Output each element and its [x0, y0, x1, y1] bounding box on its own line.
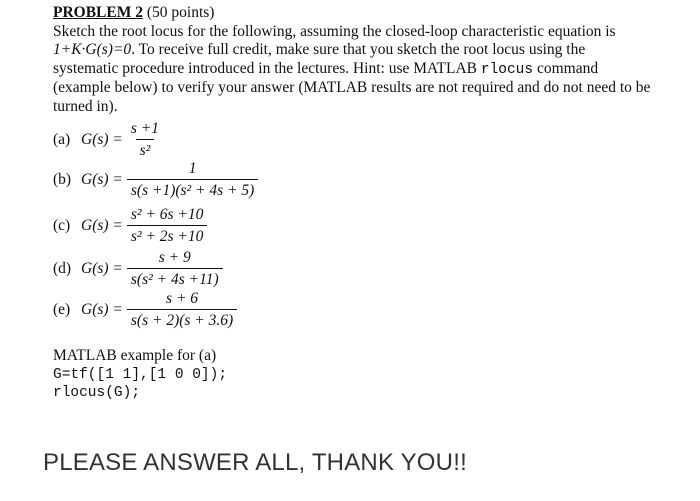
problem-statement	[53, 4, 673, 116]
statement-line-5: turned in).	[53, 97, 118, 115]
transfer-function-fraction	[127, 160, 258, 200]
part-label: (c)	[53, 217, 71, 234]
numerator: s + 9	[158, 249, 191, 266]
denominator: s² + 2s +10	[127, 225, 208, 246]
part-d	[53, 249, 223, 289]
statement-line-3	[53, 60, 673, 80]
denominator: s(s² + 4s +11)	[127, 268, 223, 289]
transfer-function-fraction	[127, 249, 223, 289]
denominator: s(s + 2)(s + 3.6)	[127, 309, 237, 330]
part-a	[53, 120, 163, 160]
footer-request: PLEASE ANSWER ALL, THANK YOU!!	[43, 449, 467, 476]
problem-points: (50 points)	[146, 4, 215, 21]
part-label: (e)	[53, 301, 71, 318]
problem-title: PROBLEM 2	[53, 4, 143, 21]
statement-line-1: Sketch the root locus for the following, assuming the closed-loop characteristic equation is	[53, 22, 616, 40]
numerator: 1	[188, 160, 197, 177]
denominator: s(s +1)(s² + 4s + 5)	[127, 179, 258, 200]
matlab-example	[53, 347, 227, 402]
transfer-function-fraction	[127, 290, 237, 330]
matlab-code-line-1: G=tf([1 1],[1 0 0]);	[53, 366, 228, 383]
transfer-function-lhs: G(s) =	[81, 217, 123, 234]
numerator: s² + 6s +10	[130, 206, 204, 223]
statement-line-2	[53, 41, 673, 60]
transfer-function-lhs: G(s) =	[81, 131, 123, 148]
transfer-function-fraction	[127, 120, 163, 160]
numerator: s + 6	[166, 290, 199, 307]
part-label: (d)	[53, 260, 72, 277]
problem-header	[53, 4, 673, 23]
statement-line-4: (example below) to verify your answer (MATLAB results are not required and do not need to be	[53, 79, 651, 96]
rlocus-command: rlocus	[480, 61, 534, 78]
denominator: s²	[136, 139, 155, 160]
numerator: s +1	[130, 120, 160, 137]
part-b	[53, 160, 258, 200]
matlab-heading: MATLAB example for (a)	[53, 347, 217, 364]
part-e	[53, 290, 237, 330]
characteristic-equation: 1+K·G(s)=0	[53, 41, 132, 58]
transfer-function-lhs: G(s) =	[81, 171, 123, 188]
transfer-function-fraction	[127, 206, 208, 246]
transfer-function-lhs: G(s) =	[81, 301, 123, 318]
part-label: (b)	[53, 171, 72, 188]
part-c	[53, 206, 207, 246]
matlab-code-line-2: rlocus(G);	[53, 384, 141, 401]
statement-line-2-text: . To receive full credit, make sure that you sketch the root locus using the	[131, 41, 586, 58]
statement-line-3-pre: systematic procedure introduced in the lectures. Hint: use MATLAB	[53, 59, 481, 77]
statement-line-3-post: command	[533, 59, 599, 77]
transfer-function-lhs: G(s) =	[81, 260, 123, 277]
part-label: (a)	[53, 131, 71, 148]
